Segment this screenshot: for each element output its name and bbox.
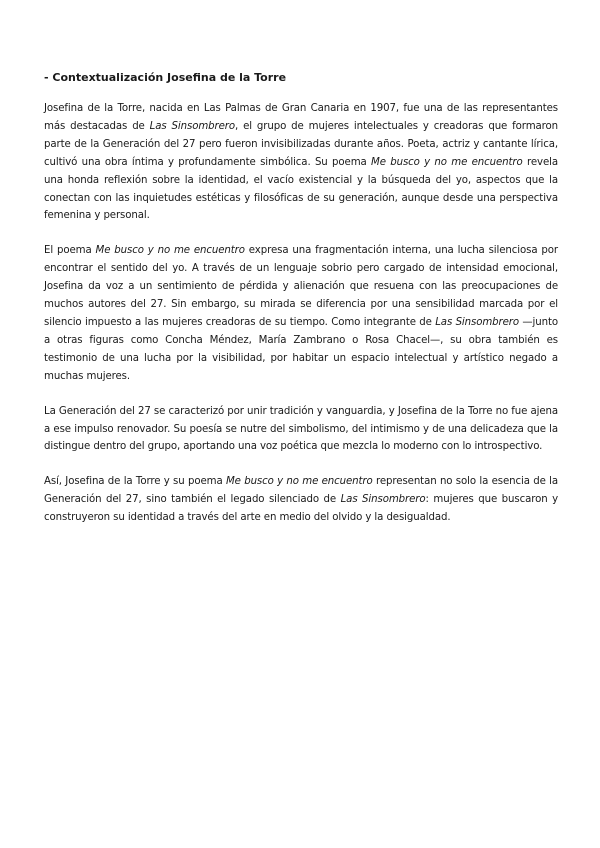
text-run: Así, Josefina de la Torre y su poema [44, 476, 226, 488]
text-run: expresa una fragmentación interna, una lucha silenciosa por encontrar el sentido del yo. A través de un lenguaje sobrio pero cargado de intensidad emocional, Josefina da voz a un sentimiento de pérdida y alienación que resuena con las preocupaciones de muchos autores del 27. Sin embargo, su mirada se diferencia por una sensibilidad marcada por el silencio impuesto a las mujeres creadoras de su tiempo. Como integrante de [44, 245, 558, 328]
italic-title: Las Sinsombrero [149, 120, 236, 132]
italic-title: Me busco y no me encuentro [225, 476, 373, 488]
document-page [44, 70, 558, 544]
section-heading: - Contextualización Josefina de la Torre [44, 71, 287, 84]
italic-title: Las Sinsombrero [340, 494, 426, 506]
italic-title: Me busco y no me encuentro [371, 156, 523, 168]
text-run: Josefina de la Torre, nacida en Las Palmas de Gran Canaria en 1907, fue una de las representantes más destacadas de [44, 103, 558, 132]
text-run: La Generación del 27 se caracterizó por unir tradición y vanguardia, y Josefina de la Torre no fue ajena a ese impulso renovador. Su poesía se nutre del simbolismo, del intimismo y de una delicadeza que la distingue dentro del grupo, aportando una voz poética que mezcla lo moderno con lo introspectivo. [44, 405, 558, 453]
paragraph [44, 100, 558, 225]
text-run: , el grupo de mujeres intelectuales y creadoras que formaron parte de la Generación del 27 pero fueron invisibilizadas durante años. Poeta, actriz y cantante lírica, cultivó una obra íntima y profundamente simbólica. Su poema [44, 120, 559, 168]
italic-title: Me busco y no me encuentro [95, 245, 245, 257]
text-run: revela una honda reflexión sobre la identidad, el vacío existencial y la búsqueda del yo, aspectos que la conectan con las inquietudes estéticas y filosóficas de su generación, aunque desde una perspectiva femenina y personal. [44, 156, 559, 222]
text-run: : mujeres que buscaron y construyeron su identidad a través del arte en medio del olvido y la desigualdad. [44, 494, 559, 524]
paragraph [44, 403, 558, 457]
text-run: —junto a otras figuras como Concha Méndez, María Zambrano o Rosa Chacel—, su obra también es testimonio de una lucha por la visibilidad, por habitar un espacio intelectual y artístico negado a muchas mujeres. [44, 316, 558, 382]
paragraph [44, 242, 558, 385]
text-run: El poema [44, 245, 96, 257]
text-run: representan no solo la esencia de la Generación del 27, sino también el legado silenciado de [44, 476, 558, 506]
italic-title: Las Sinsombrero [435, 316, 520, 328]
paragraph [44, 473, 558, 527]
